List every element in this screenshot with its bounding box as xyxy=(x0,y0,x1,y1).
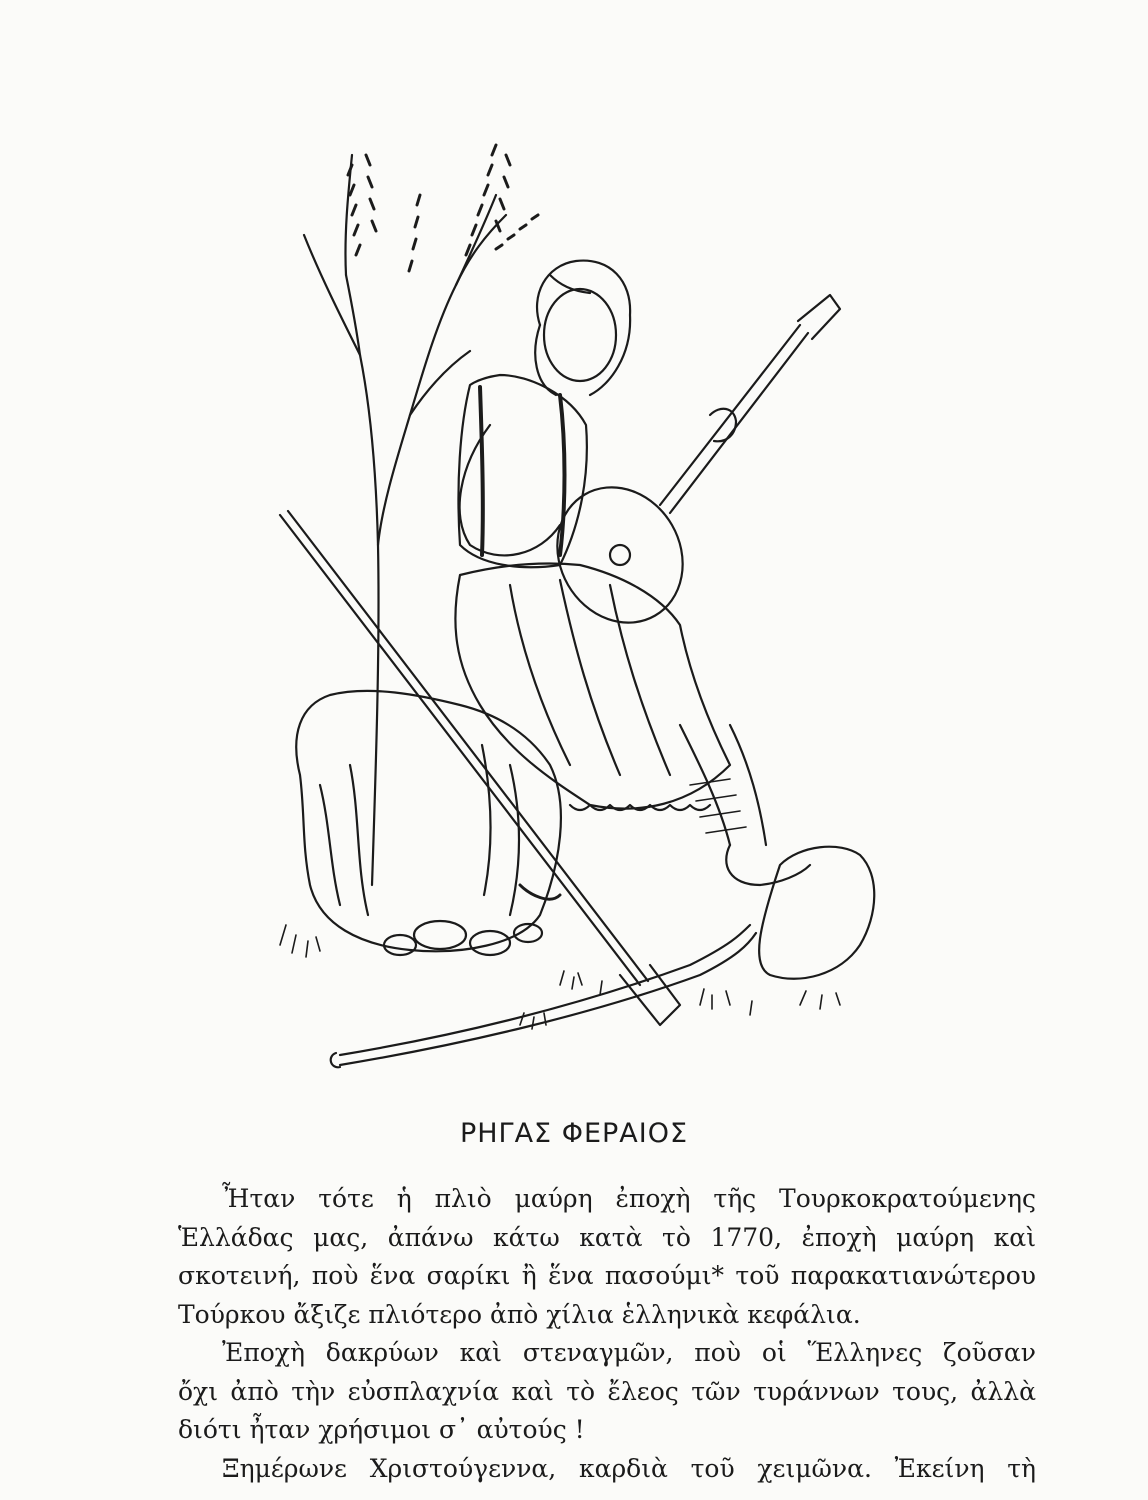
text-line: Τούρκου ἄξιζε πλιότερο ἀπὸ χίλια ἑλληνικὰ κεφάλια. xyxy=(178,1299,861,1329)
text-line: Ξημέρωνε Χριστούγεννα, καρδιὰ τοῦ χειμῶνα. Ἐκείνη τὴ xyxy=(222,1453,1036,1483)
page-title: ΡΗΓΑΣ ΦΕΡΑΙΟΣ xyxy=(459,1118,689,1149)
text-line: διότι ἦταν χρήσιμοι σ᾽ αὐτούς ! xyxy=(178,1415,585,1444)
text-line: Ἑλλάδας μας, ἀπάνω κάτω κατὰ τὸ 1770, ἐποχὴ μαύρη καὶ xyxy=(178,1222,1036,1252)
seated-lute-player-drawing-icon xyxy=(260,125,880,1075)
text-line: σκοτεινή, ποὺ ἕνα σαρίκι ἢ ἕνα πασούμι* τοῦ παρακατιανώτερου xyxy=(178,1261,1036,1290)
text-line: Ἦταν τότε ἡ πλιὸ μαύρη ἐποχὴ τῆς Τουρκοκρατούμενης xyxy=(222,1184,1036,1213)
text-line: ὄχι ἀπὸ τὴν εὐσπλαχνία καὶ τὸ ἔλεος τῶν τυράννων τους, ἀλλὰ xyxy=(178,1376,1036,1406)
body-text xyxy=(178,1180,1036,1488)
text-line: Ἐποχὴ δακρύων καὶ στεναγμῶν, ποὺ οἱ Ἕλληνες ζοῦσαν xyxy=(222,1338,1036,1367)
